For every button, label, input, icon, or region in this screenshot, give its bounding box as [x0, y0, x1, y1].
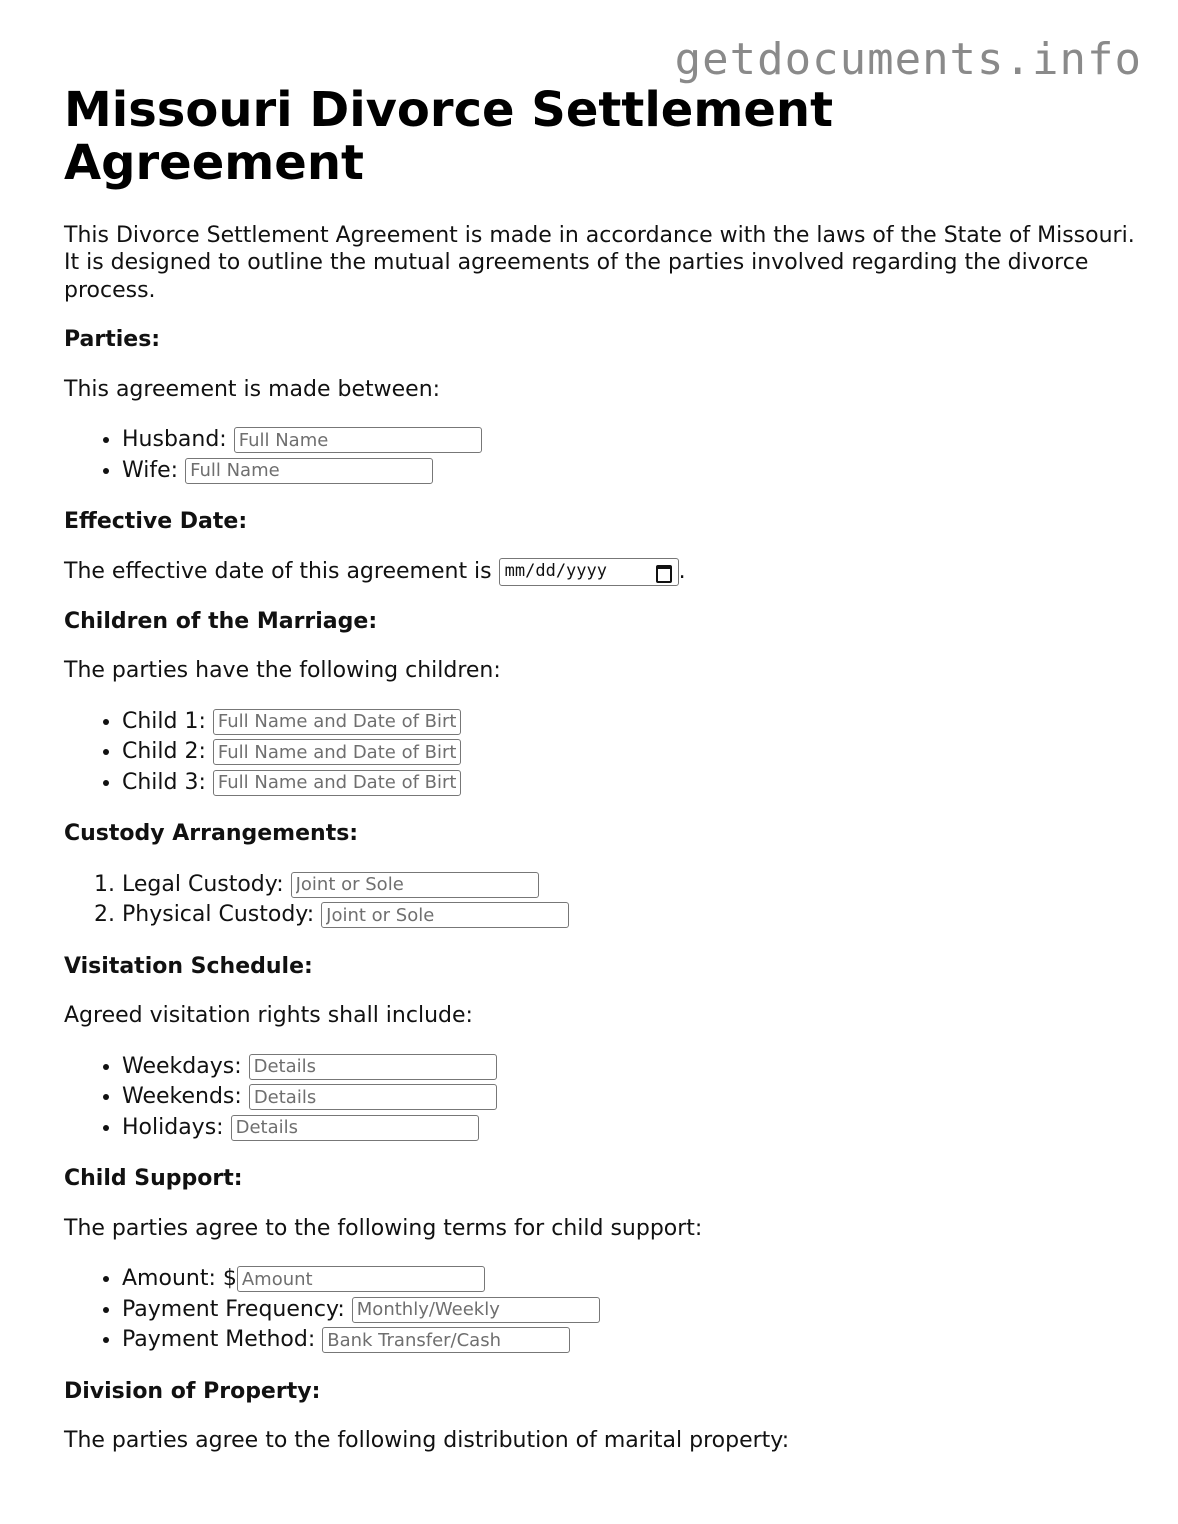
visitation-list	[64, 1052, 1138, 1144]
custody-list	[64, 870, 1138, 931]
site-watermark: getdocuments.info	[674, 34, 1142, 85]
list-item	[122, 456, 1138, 487]
child2-input[interactable]	[213, 739, 461, 765]
list-item	[122, 768, 1138, 799]
child1-input[interactable]	[213, 709, 461, 735]
effective-date-input[interactable]	[499, 558, 679, 586]
list-item	[122, 737, 1138, 768]
children-list	[64, 707, 1138, 799]
list-item	[122, 1264, 1138, 1295]
property-heading: Division of Property:	[64, 1378, 321, 1404]
effective-date-label: The effective date of this agreement is	[64, 558, 492, 584]
effective-date-text	[64, 558, 1138, 586]
parties-heading: Parties:	[64, 327, 161, 353]
intro-paragraph: This Divorce Settlement Agreement is made in accordance with the laws of the State of Missouri. It is designed to outline the mutual agreements of the parties involved regarding the divorce process.	[64, 222, 1135, 303]
physical-custody-input[interactable]	[321, 902, 569, 928]
payment-method-label: Payment Method:	[122, 1327, 316, 1353]
visitation-text: Agreed visitation rights shall include:	[64, 1003, 473, 1029]
list-item	[122, 1295, 1138, 1326]
list-item	[122, 1082, 1138, 1113]
holidays-input[interactable]	[231, 1115, 479, 1141]
list-item	[122, 707, 1138, 738]
effective-date-heading: Effective Date:	[64, 509, 248, 535]
parties-list	[64, 425, 1138, 486]
property-text: The parties agree to the following distribution of marital property:	[64, 1428, 790, 1454]
parties-text: This agreement is made between:	[64, 376, 441, 402]
payment-frequency-input[interactable]	[352, 1297, 600, 1323]
list-item	[122, 900, 1138, 931]
holidays-label: Holidays:	[122, 1114, 224, 1140]
child3-input[interactable]	[213, 770, 461, 796]
list-item	[122, 870, 1138, 901]
child-support-list	[64, 1264, 1138, 1356]
visitation-heading: Visitation Schedule:	[64, 953, 313, 979]
husband-label: Husband:	[122, 427, 227, 453]
payment-frequency-label: Payment Frequency:	[122, 1296, 345, 1322]
calendar-icon[interactable]	[656, 565, 672, 583]
document-body	[64, 84, 1138, 1477]
husband-name-input[interactable]	[234, 427, 482, 453]
weekends-input[interactable]	[249, 1084, 497, 1110]
child-support-text: The parties agree to the following terms for child support:	[64, 1215, 703, 1241]
wife-name-input[interactable]	[185, 458, 433, 484]
custody-heading: Custody Arrangements:	[64, 821, 359, 847]
page-title: Missouri Divorce Settlement Agreement	[64, 82, 834, 191]
child-support-heading: Child Support:	[64, 1166, 243, 1192]
children-text: The parties have the following children:	[64, 658, 501, 684]
list-item	[122, 1325, 1138, 1356]
weekdays-label: Weekdays:	[122, 1053, 242, 1079]
amount-input[interactable]	[237, 1266, 485, 1292]
child1-label: Child 1:	[122, 708, 206, 734]
weekdays-input[interactable]	[249, 1054, 497, 1080]
weekends-label: Weekends:	[122, 1084, 242, 1110]
child2-label: Child 2:	[122, 739, 206, 765]
legal-custody-input[interactable]	[291, 872, 539, 898]
children-heading: Children of the Marriage:	[64, 608, 378, 634]
list-item	[122, 1113, 1138, 1144]
list-item	[122, 1052, 1138, 1083]
physical-custody-label: Physical Custody:	[122, 902, 315, 928]
date-placeholder: mm/dd/yyyy	[504, 560, 607, 581]
amount-label: Amount: $	[122, 1266, 237, 1292]
payment-method-input[interactable]	[322, 1327, 570, 1353]
effective-date-period: .	[678, 558, 686, 584]
list-item	[122, 425, 1138, 456]
wife-label: Wife:	[122, 457, 179, 483]
child3-label: Child 3:	[122, 769, 206, 795]
legal-custody-label: Legal Custody:	[122, 871, 284, 897]
